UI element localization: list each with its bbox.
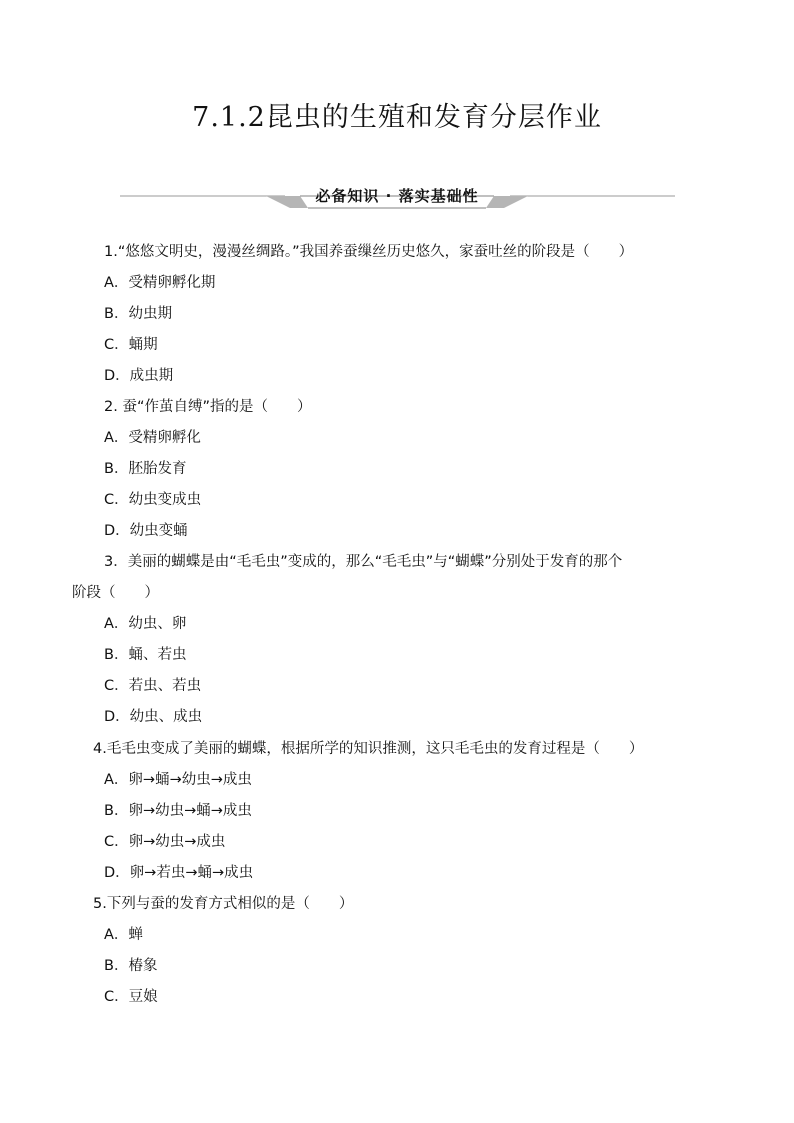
- title-number: 7.1.2: [192, 102, 266, 133]
- question-5-option-a: A．蝉: [104, 927, 143, 943]
- question-3-option-c: C．若虫、若虫: [104, 678, 202, 694]
- question-5-option-c: C．豆娘: [104, 989, 158, 1005]
- question-3-stem-continued: 阶段（ ）: [72, 585, 159, 601]
- question-4-option-d: D．卵→若虫→蛹→成虫: [104, 865, 254, 881]
- question-3-option-d: D．幼虫、成虫: [104, 709, 203, 725]
- question-4-option-a: A．卵→蛹→幼虫→成虫: [104, 772, 252, 788]
- question-2-option-a: A．受精卵孵化: [104, 430, 201, 446]
- question-2-option-c: C．幼虫变成虫: [104, 492, 202, 508]
- question-1-option-c: C．蛹期: [104, 337, 158, 353]
- question-3-stem: 3．美丽的蝴蝶是由“毛毛虫”变成的，那么“毛毛虫”与“蝴蝶”分别处于发育的那个: [104, 554, 623, 570]
- question-1-option-d: D．成虫期: [104, 368, 174, 384]
- question-2-stem: 2. 蚕“作茧自缚”指的是（ ）: [104, 399, 312, 415]
- section-banner-label: 必备知识 · 落实基础性: [315, 187, 479, 205]
- question-1-option-b: B．幼虫期: [104, 306, 172, 322]
- question-4-option-c: C．卵→幼虫→成虫: [104, 834, 226, 850]
- question-4-stem: 4.毛毛虫变成了美丽的蝴蝶，根据所学的知识推测，这只毛毛虫的发育过程是（ ）: [93, 741, 644, 757]
- question-1-option-a: A．受精卵孵化期: [104, 275, 216, 291]
- section-banner: [0, 180, 794, 214]
- question-5-option-b: B．椿象: [104, 958, 158, 974]
- question-3-option-a: A．幼虫、卵: [104, 616, 187, 632]
- question-4-option-b: B．卵→幼虫→蛹→成虫: [104, 803, 252, 819]
- question-2-option-b: B．胚胎发育: [104, 461, 187, 477]
- question-5-stem: 5.下列与蚕的发育方式相似的是（ ）: [93, 896, 354, 912]
- question-3-option-b: B．蛹、若虫: [104, 647, 187, 663]
- page-title: [0, 96, 794, 140]
- title-text: 昆虫的生殖和发育分层作业: [265, 102, 602, 133]
- question-1-stem: 1.“悠悠文明史，漫漫丝绸路。”我国养蚕缫丝历史悠久，家蚕吐丝的阶段是（ ）: [104, 244, 634, 260]
- question-2-option-d: D．幼虫变蛹: [104, 523, 188, 539]
